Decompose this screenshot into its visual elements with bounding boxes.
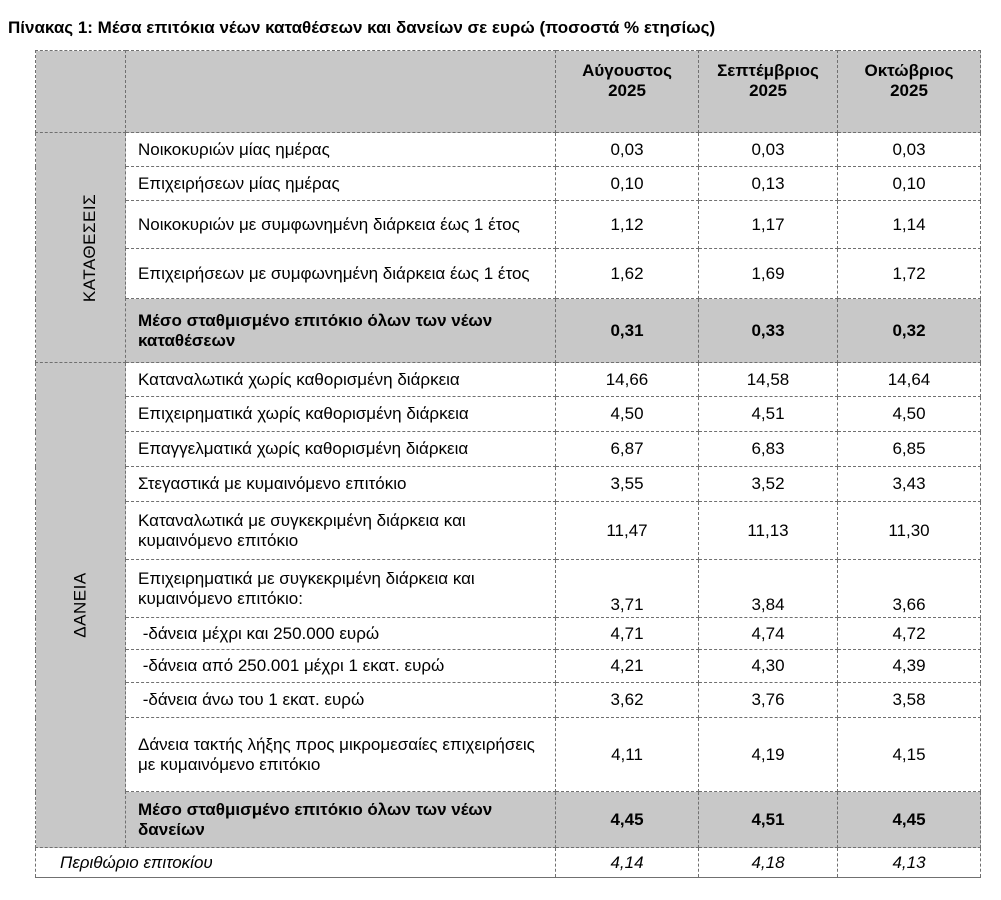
value-cell: 11,30 — [838, 502, 981, 560]
row-label: Δάνεια τακτής λήξης προς μικρομεσαίες επιχειρήσεις με κυμαινόμενο επιτόκιο — [126, 718, 556, 792]
row-label: Μέσο σταθμισμένο επιτόκιο όλων των νέων δανείων — [126, 792, 556, 848]
value-cell: 4,51 — [699, 792, 838, 848]
value-cell: 1,62 — [556, 249, 699, 299]
value-cell: 4,21 — [556, 650, 699, 683]
table-row — [36, 363, 981, 397]
value-cell: 3,62 — [556, 683, 699, 718]
value-cell: 0,31 — [556, 299, 699, 363]
value-cell: 4,71 — [556, 618, 699, 650]
value-cell: 4,72 — [838, 618, 981, 650]
column-header-line: 2025 — [890, 81, 928, 100]
row-label: Νοικοκυριών με συμφωνημένη διάρκεια έως 1 έτος — [126, 201, 556, 249]
column-header-september — [699, 51, 838, 133]
column-header-line: Αύγουστος — [582, 61, 672, 80]
value-cell: 6,83 — [699, 432, 838, 467]
value-cell: 1,14 — [838, 201, 981, 249]
value-cell: 11,47 — [556, 502, 699, 560]
column-header-august — [556, 51, 699, 133]
value-cell: 3,52 — [699, 467, 838, 502]
row-label: Επαγγελματικά χωρίς καθορισμένη διάρκεια — [126, 432, 556, 467]
value-cell: 4,14 — [556, 848, 699, 878]
table-row — [36, 397, 981, 432]
value-cell: 11,13 — [699, 502, 838, 560]
deposits-group-text: ΚΑΤΑΘΕΣΕΙΣ — [80, 193, 100, 302]
value-cell: 1,12 — [556, 201, 699, 249]
value-cell: 4,30 — [699, 650, 838, 683]
table-row — [36, 502, 981, 560]
value-cell: 1,72 — [838, 249, 981, 299]
value-cell: 3,66 — [838, 560, 981, 618]
margin-label: Περιθώριο επιτοκίου — [36, 848, 556, 878]
margin-row — [36, 848, 981, 878]
value-cell: 0,03 — [699, 133, 838, 167]
value-cell: 6,85 — [838, 432, 981, 467]
loans-total-row — [36, 792, 981, 848]
row-label: Επιχειρήσεων με συμφωνημένη διάρκεια έως 1 έτος — [126, 249, 556, 299]
column-header-line: 2025 — [749, 81, 787, 100]
table-row — [36, 650, 981, 683]
table-row — [36, 133, 981, 167]
value-cell: 3,43 — [838, 467, 981, 502]
value-cell: 3,84 — [699, 560, 838, 618]
row-label: -δάνεια από 250.001 μέχρι 1 εκατ. ευρώ — [126, 650, 556, 683]
table-row — [36, 683, 981, 718]
row-label: Στεγαστικά με κυμαινόμενο επιτόκιο — [126, 467, 556, 502]
value-cell: 0,03 — [556, 133, 699, 167]
value-cell: 4,39 — [838, 650, 981, 683]
loans-group-label — [36, 363, 126, 848]
value-cell: 3,71 — [556, 560, 699, 618]
value-cell: 4,45 — [556, 792, 699, 848]
value-cell: 4,15 — [838, 718, 981, 792]
row-label: Νοικοκυριών μίας ημέρας — [126, 133, 556, 167]
value-cell: 0,10 — [838, 167, 981, 201]
table-row — [36, 718, 981, 792]
table-row — [36, 432, 981, 467]
value-cell: 1,17 — [699, 201, 838, 249]
value-cell: 4,50 — [556, 397, 699, 432]
header-row — [36, 51, 981, 133]
interest-rates-table — [35, 50, 981, 878]
value-cell: 6,87 — [556, 432, 699, 467]
value-cell: 1,69 — [699, 249, 838, 299]
row-label: Επιχειρηματικά χωρίς καθορισμένη διάρκεια — [126, 397, 556, 432]
header-empty-cell — [126, 51, 556, 133]
deposits-total-row — [36, 299, 981, 363]
row-label: -δάνεια άνω του 1 εκατ. ευρώ — [126, 683, 556, 718]
table-title: Πίνακας 1: Μέσα επιτόκια νέων καταθέσεων και δανείων σε ευρώ (ποσοστά % ετησίως) — [8, 18, 716, 37]
column-header-line: 2025 — [608, 81, 646, 100]
table-row — [36, 467, 981, 502]
header-empty-cell — [36, 51, 126, 133]
value-cell: 4,51 — [699, 397, 838, 432]
value-cell: 14,64 — [838, 363, 981, 397]
column-header-line: Οκτώβριος — [864, 61, 954, 80]
value-cell: 0,03 — [838, 133, 981, 167]
table-row — [36, 560, 981, 618]
value-cell: 4,11 — [556, 718, 699, 792]
value-cell: 4,45 — [838, 792, 981, 848]
row-label: Καταναλωτικά με συγκεκριμένη διάρκεια και κυμαινόμενο επιτόκιο — [126, 502, 556, 560]
deposits-group-label — [36, 133, 126, 363]
table-row — [36, 167, 981, 201]
row-label: Επιχειρήσεων μίας ημέρας — [126, 167, 556, 201]
value-cell: 0,33 — [699, 299, 838, 363]
table-row — [36, 618, 981, 650]
column-header-line: Σεπτέμβριος — [717, 61, 819, 80]
value-cell: 3,58 — [838, 683, 981, 718]
value-cell: 14,66 — [556, 363, 699, 397]
value-cell: 0,10 — [556, 167, 699, 201]
value-cell: 0,13 — [699, 167, 838, 201]
value-cell: 4,50 — [838, 397, 981, 432]
value-cell: 3,55 — [556, 467, 699, 502]
value-cell: 4,19 — [699, 718, 838, 792]
row-label: Επιχειρηματικά με συγκεκριμένη διάρκεια και κυμαινόμενο επιτόκιο: — [126, 560, 556, 618]
value-cell: 4,18 — [699, 848, 838, 878]
loans-group-text: ΔΑΝΕΙΑ — [70, 572, 90, 638]
value-cell: 4,74 — [699, 618, 838, 650]
table-row — [36, 249, 981, 299]
column-header-october — [838, 51, 981, 133]
value-cell: 3,76 — [699, 683, 838, 718]
value-cell: 4,13 — [838, 848, 981, 878]
row-label: Μέσο σταθμισμένο επιτόκιο όλων των νέων καταθέσεων — [126, 299, 556, 363]
value-cell: 0,32 — [838, 299, 981, 363]
table-row — [36, 201, 981, 249]
row-label: Καταναλωτικά χωρίς καθορισμένη διάρκεια — [126, 363, 556, 397]
value-cell: 14,58 — [699, 363, 838, 397]
row-label: -δάνεια μέχρι και 250.000 ευρώ — [126, 618, 556, 650]
